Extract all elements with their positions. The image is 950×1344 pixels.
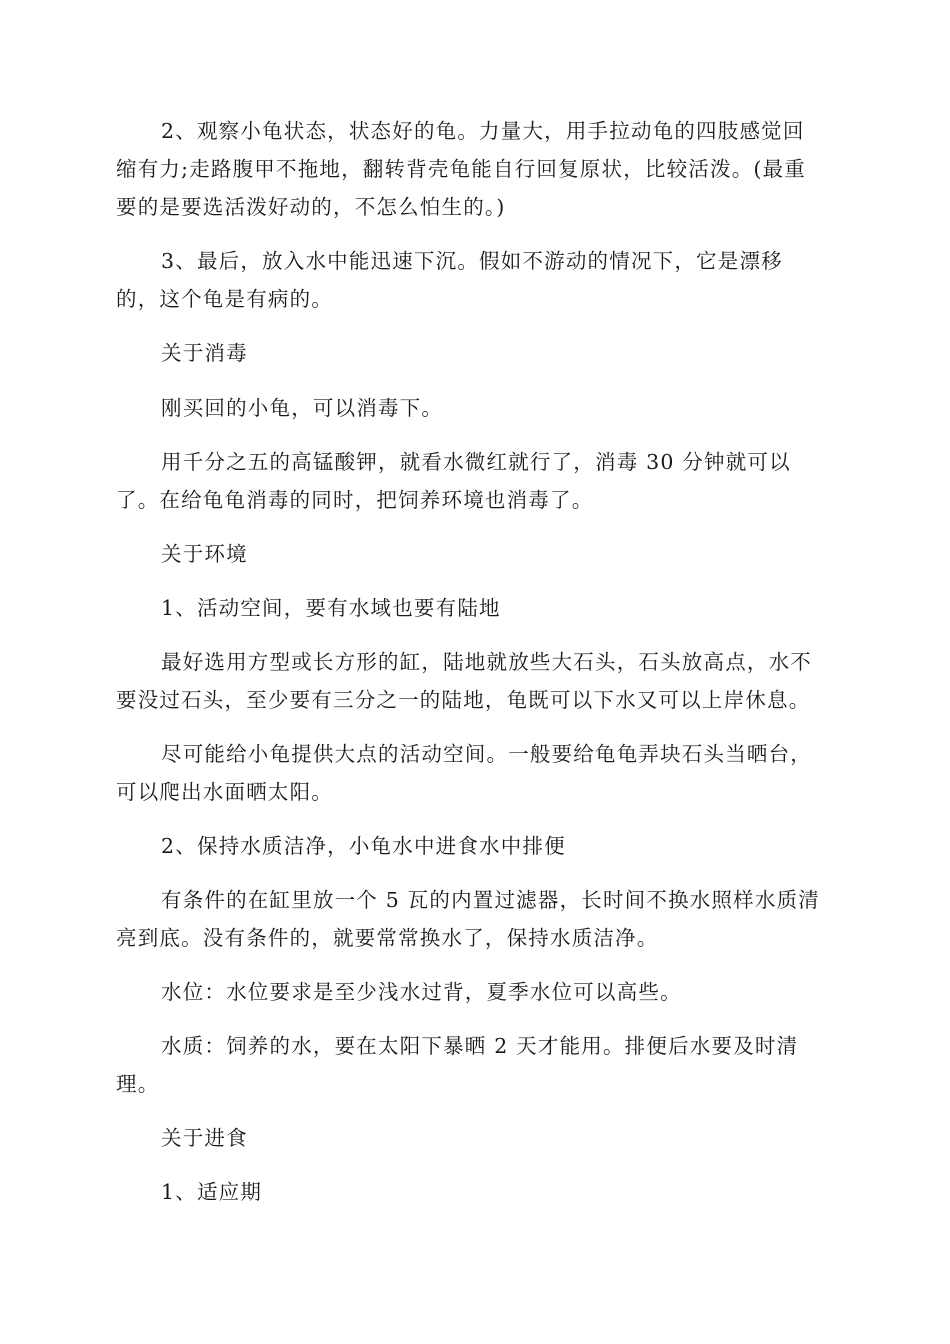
text-line: 1、适应期 bbox=[161, 1180, 263, 1204]
text-line: 用千分之五的高锰酸钾，就看水微红就行了，消毒 30 分钟就可以 bbox=[161, 450, 791, 474]
paragraph-disinfect-new-turtle bbox=[116, 389, 836, 427]
text-line: 水位：水位要求是至少浅水过背，夏季水位可以高些。 bbox=[161, 980, 682, 1004]
subheading-activity-space bbox=[116, 589, 836, 627]
text-line: 2、保持水质洁净，小龟水中进食水中排便 bbox=[161, 834, 566, 858]
paragraph-potassium-permanganate bbox=[116, 443, 836, 519]
paragraph-filter bbox=[116, 881, 836, 957]
text-line: 水质：饲养的水，要在太阳下暴晒 2 天才能用。排便后水要及时清 bbox=[161, 1034, 799, 1058]
paragraph-water-treatment bbox=[116, 1027, 836, 1103]
paragraph-tank-shape bbox=[116, 643, 836, 719]
text-line: 关于消毒 bbox=[161, 341, 248, 365]
paragraph-turtle-condition bbox=[116, 112, 836, 226]
text-line: 了。在给龟龟消毒的同时，把饲养环境也消毒了。 bbox=[116, 488, 594, 512]
text-line: 1、活动空间，要有水域也要有陆地 bbox=[161, 596, 501, 620]
subheading-adaptation-period bbox=[116, 1173, 836, 1211]
text-line: 2、观察小龟状态，状态好的龟。力量大，用手拉动龟的四肢感觉回 bbox=[161, 119, 805, 143]
text-line: 亮到底。没有条件的，就要常常换水了，保持水质洁净。 bbox=[116, 926, 659, 950]
text-line: 刚买回的小龟，可以消毒下。 bbox=[161, 396, 444, 420]
text-line: 关于环境 bbox=[161, 542, 248, 566]
heading-feeding bbox=[116, 1119, 836, 1157]
text-line: 要没过石头，至少要有三分之一的陆地，龟既可以下水又可以上岸休息。 bbox=[116, 688, 811, 712]
text-line: 可以爬出水面晒太阳。 bbox=[116, 780, 333, 804]
paragraph-basking-platform bbox=[116, 735, 836, 811]
paragraph-sinking-test bbox=[116, 242, 836, 318]
text-line: 3、最后，放入水中能迅速下沉。假如不游动的情况下，它是漂移 bbox=[161, 249, 783, 273]
heading-environment bbox=[116, 535, 836, 573]
text-line: 关于进食 bbox=[161, 1126, 248, 1150]
text-line: 有条件的在缸里放一个 5 瓦的内置过滤器，长时间不换水照样水质清 bbox=[161, 888, 820, 912]
text-line: 要的是要选活泼好动的，不怎么怕生的。) bbox=[116, 195, 506, 219]
subheading-water-quality bbox=[116, 827, 836, 865]
heading-disinfection bbox=[116, 334, 836, 372]
text-line: 最好选用方型或长方形的缸，陆地就放些大石头，石头放高点，水不 bbox=[161, 650, 812, 674]
paragraph-water-level bbox=[116, 973, 836, 1011]
text-line: 尽可能给小龟提供大点的活动空间。一般要给龟龟弄块石头当晒台， bbox=[161, 742, 812, 766]
text-line: 理。 bbox=[116, 1072, 160, 1096]
text-line: 的，这个龟是有病的。 bbox=[116, 287, 333, 311]
text-line: 缩有力;走路腹甲不拖地，翻转背壳龟能自行回复原状，比较活泼。(最重 bbox=[116, 157, 807, 181]
